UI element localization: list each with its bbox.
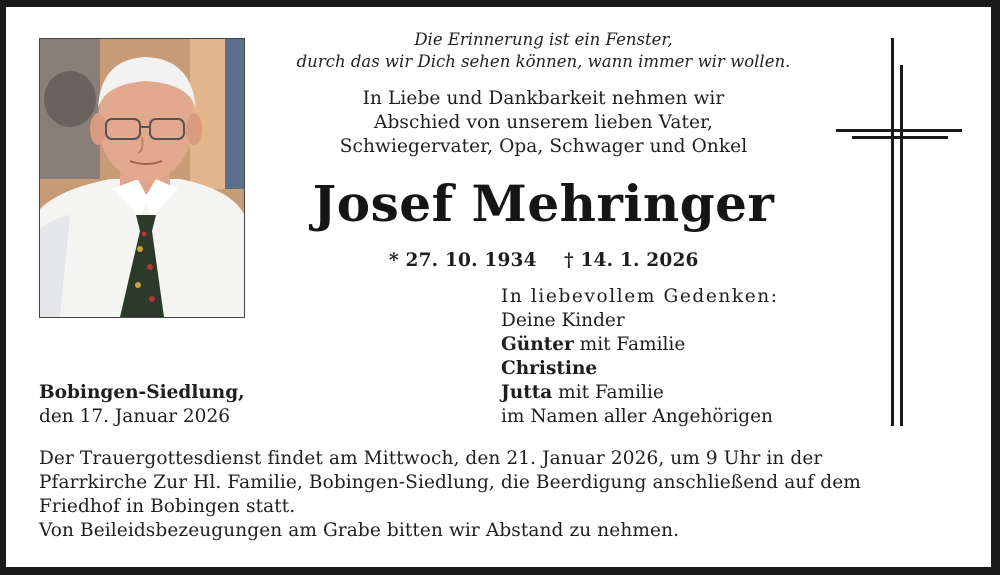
mourner-suffix: mit Familie xyxy=(573,334,686,355)
death-date: † 14. 1. 2026 xyxy=(564,250,699,271)
notice-line: Der Trauergottesdienst findet am Mittwoch, den 21. Januar 2026, um 9 Uhr in der xyxy=(39,448,823,469)
verse-line: Die Erinnerung ist ein Fenster, xyxy=(414,30,673,49)
memorial-verse xyxy=(246,29,841,73)
verse-line: durch das wir Dich sehen können, wann immer wir wollen. xyxy=(296,52,791,71)
intro-line: Abschied von unserem lieben Vater, xyxy=(374,112,713,133)
portrait-photo xyxy=(39,38,245,318)
portrait-illustration xyxy=(40,39,244,317)
mourner-guenter xyxy=(501,333,779,357)
farewell-intro xyxy=(246,87,841,159)
mourner-name: Christine xyxy=(501,358,598,379)
intro-line: In Liebe und Dankbarkeit nehmen wir xyxy=(362,88,725,109)
mourner-name: Jutta xyxy=(501,382,553,403)
funeral-notice xyxy=(39,447,969,543)
deceased-name: Josef Mehringer xyxy=(312,174,775,233)
intro-line: Schwiegervater, Opa, Schwager und Onkel xyxy=(339,136,748,157)
birth-date: * 27. 10. 1934 xyxy=(389,250,537,271)
mourner-name: Günter xyxy=(501,334,574,355)
notice-line: Von Beileidsbezeugungen am Grabe bitten wir Abstand zu nehmen. xyxy=(39,520,680,541)
mourner-christine xyxy=(501,357,779,381)
notice-line: Pfarrkirche Zur Hl. Familie, Bobingen-Siedlung, die Beerdigung anschließend auf dem xyxy=(39,472,861,493)
obituary-card xyxy=(6,7,991,567)
mourners-line: Deine Kinder xyxy=(501,310,625,331)
notice-line: Friedhof in Bobingen statt. xyxy=(39,496,296,517)
mourner-jutta xyxy=(501,381,779,405)
mourner-suffix: mit Familie xyxy=(552,382,664,403)
place-date-line: den 17. Januar 2026 xyxy=(39,406,230,427)
mourners-block xyxy=(501,285,779,429)
place-town: Bobingen-Siedlung, xyxy=(39,382,245,403)
mourners-closing: im Namen aller Angehörigen xyxy=(501,406,773,427)
cross-icon xyxy=(834,35,964,427)
place-date xyxy=(39,381,245,429)
mourners-heading: In liebevollem Gedenken: xyxy=(501,286,779,307)
